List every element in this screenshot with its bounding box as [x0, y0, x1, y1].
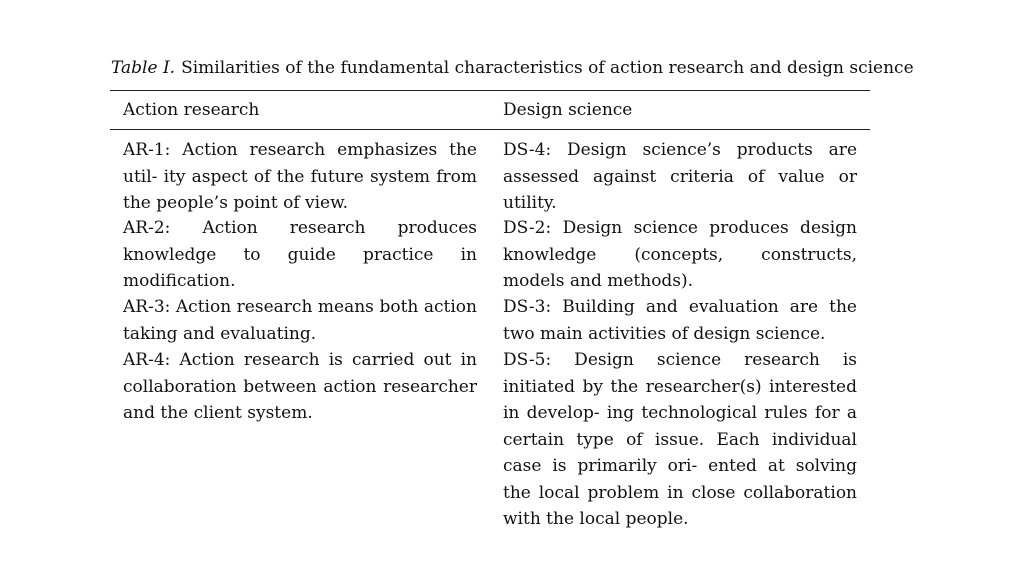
column-header-design-science: Design science: [503, 100, 633, 120]
table-caption-text: Similarities of the fundamental characteristics of action research and design science: [181, 58, 914, 78]
table-cell-ar-1: AR-1: Action research emphasizes the util- ity aspect of the future system from the people’s point of view.: [123, 140, 477, 213]
table-cell-ds-2: DS-2: Design science produces design knowledge (concepts, constructs, models and methods).: [503, 218, 857, 291]
table-cell-ar-2: AR-2: Action research produces knowledge to guide practice in modification.: [123, 218, 477, 291]
column-header-action-research: Action research: [123, 100, 260, 120]
table-header-rule: [110, 129, 870, 130]
table-cell-ar-4: AR-4: Action research is carried out in collaboration between action researcher and the client system.: [123, 350, 477, 423]
table-cell-ds-4: DS-4: Design science’s products are assessed against criteria of value or utility.: [503, 140, 857, 213]
table-cell-ar-3: AR-3: Action research means both action taking and evaluating.: [123, 297, 477, 344]
table-cell-ds-5: DS-5: Design science research is initiated by the researcher(s) interested in develop- ing technological rules for a certain type of issue. Each individual case is primarily ori- ented at solving the local problem in close collaboration with the local people.: [503, 350, 857, 529]
table-cell-ds-3: DS-3: Building and evaluation are the two main activities of design science.: [503, 297, 857, 344]
table-caption-label: Table I.: [111, 58, 176, 78]
table-top-rule: [110, 90, 870, 91]
table-caption: [111, 57, 914, 79]
